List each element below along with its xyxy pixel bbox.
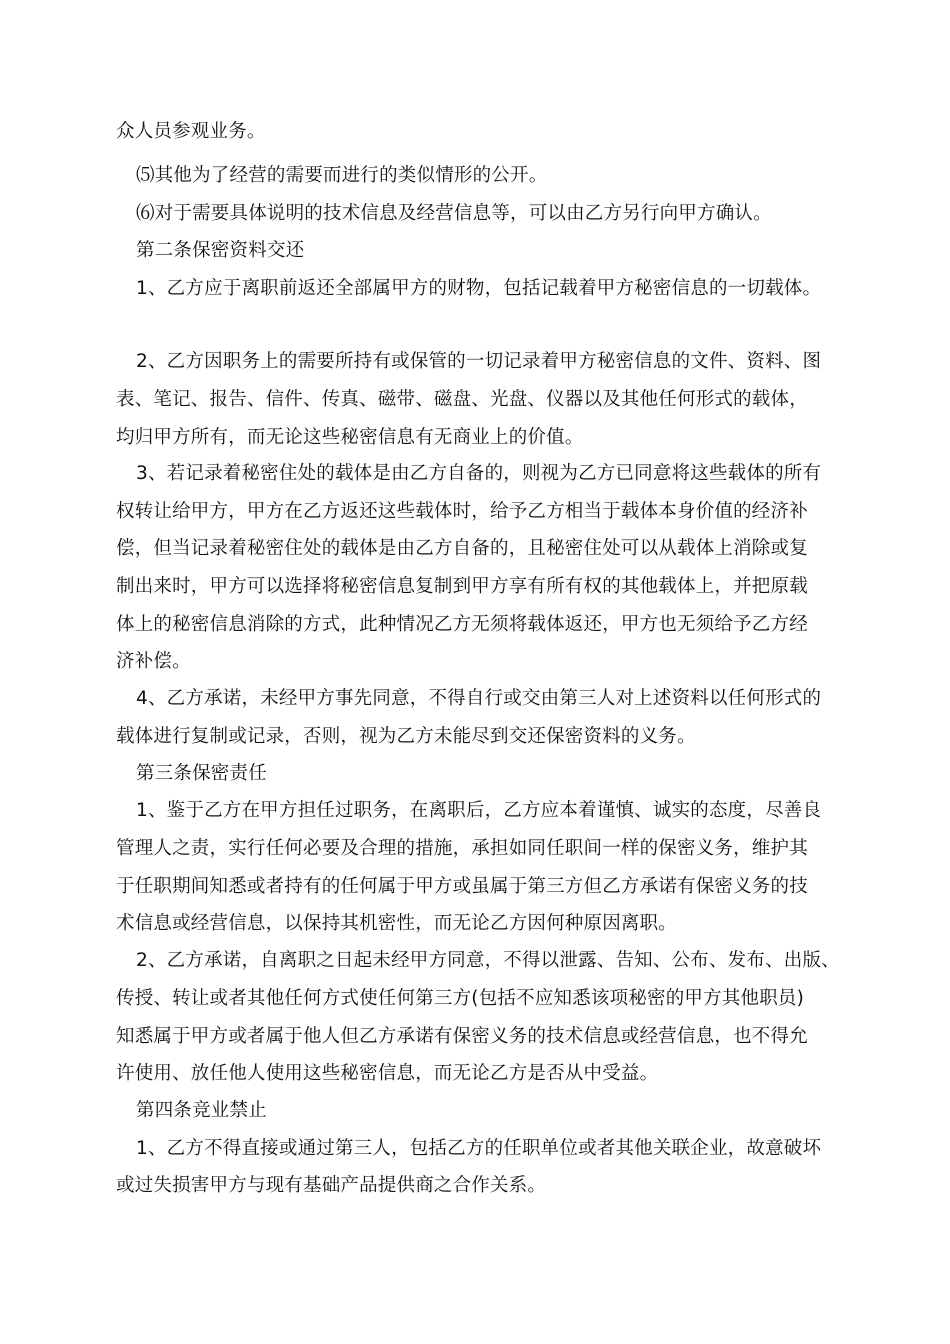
clause-2-3-line-5: 体上的秘密信息消除的方式，此种情况乙方无须将载体返还，甲方也无须给予乙方经 xyxy=(116,614,808,635)
clause-2-3-line-3: 偿，但当记录着秘密住处的载体是由乙方自备的，且秘密住处可以从载体上消除或复 xyxy=(116,538,808,559)
clause-2-2-line-3: 均归甲方所有，而无论这些秘密信息有无商业上的价值。 xyxy=(116,427,584,448)
clause-2-2-line-1: 2、乙方因职务上的需要所持有或保管的一切记录着甲方秘密信息的文件、资料、图 xyxy=(136,351,822,372)
clause-2-1: 1、乙方应于离职前返还全部属甲方的财物，包括记载着甲方秘密信息的一切载体。 xyxy=(136,278,822,299)
clause-3-1-line-3: 于任职期间知悉或者持有的任何属于甲方或虽属于第三方但乙方承诺有保密义务的技 xyxy=(116,876,808,897)
list-item-5: ⑸其他为了经营的需要而进行的类似情形的公开。 xyxy=(136,165,548,186)
clause-2-2-line-2: 表、笔记、报告、信件、传真、磁带、磁盘、光盘、仪器以及其他任何形式的载体， xyxy=(116,389,808,410)
paragraph-line: 众人员参观业务。 xyxy=(116,121,266,142)
clause-3-1-line-4: 术信息或经营信息，以保持其机密性，而无论乙方因何种原因离职。 xyxy=(116,913,678,934)
clause-4-1-line-1: 1、乙方不得直接或通过第三人，包括乙方的任职单位或者其他关联企业，故意破坏 xyxy=(136,1138,822,1159)
clause-3-2-line-2: 传授、转让或者其他任何方式使任何第三方(包括不应知悉该项秘密的甲方其他职员) xyxy=(116,988,805,1009)
list-item-6: ⑹对于需要具体说明的技术信息及经营信息等，可以由乙方另行向甲方确认。 xyxy=(136,203,772,224)
clause-3-2-line-1: 2、乙方承诺，自离职之日起未经甲方同意，不得以泄露、告知、公布、发布、出版、 xyxy=(136,950,840,971)
clause-3-2-line-4: 许使用、放任他人使用这些秘密信息，而无论乙方是否从中受益。 xyxy=(116,1063,659,1084)
clause-2-4-line-1: 4、乙方承诺，未经甲方事先同意，不得自行或交由第三人对上述资料以任何形式的 xyxy=(136,688,822,709)
section-heading-2: 第二条保密资料交还 xyxy=(136,240,305,261)
section-heading-4: 第四条竞业禁止 xyxy=(136,1100,267,1121)
clause-2-4-line-2: 载体进行复制或记录，否则，视为乙方未能尽到交还保密资料的义务。 xyxy=(116,726,696,747)
clause-2-3-line-1: 3、若记录着秘密住处的载体是由乙方自备的，则视为乙方已同意将这些载体的所有 xyxy=(136,463,822,484)
clause-3-1-line-2: 管理人之责，实行任何必要及合理的措施，承担如同任职间一样的保密义务，维护其 xyxy=(116,838,808,859)
clause-2-3-line-2: 权转让给甲方，甲方在乙方返还这些载体时，给予乙方相当于载体本身价值的经济补 xyxy=(116,501,808,522)
clause-3-1-line-1: 1、鉴于乙方在甲方担任过职务，在离职后，乙方应本着谨慎、诚实的态度，尽善良 xyxy=(136,800,822,821)
clause-3-2-line-3: 知悉属于甲方或者属于他人但乙方承诺有保密义务的技术信息或经营信息，也不得允 xyxy=(116,1026,808,1047)
clause-2-3-line-4: 制出来时，甲方可以选择将秘密信息复制到甲方享有所有权的其他载体上，并把原载 xyxy=(116,576,808,597)
clause-4-1-line-2: 或过失损害甲方与现有基础产品提供商之合作关系。 xyxy=(116,1175,547,1196)
section-heading-3: 第三条保密责任 xyxy=(136,763,267,784)
clause-2-3-line-6: 济补偿。 xyxy=(116,651,191,672)
